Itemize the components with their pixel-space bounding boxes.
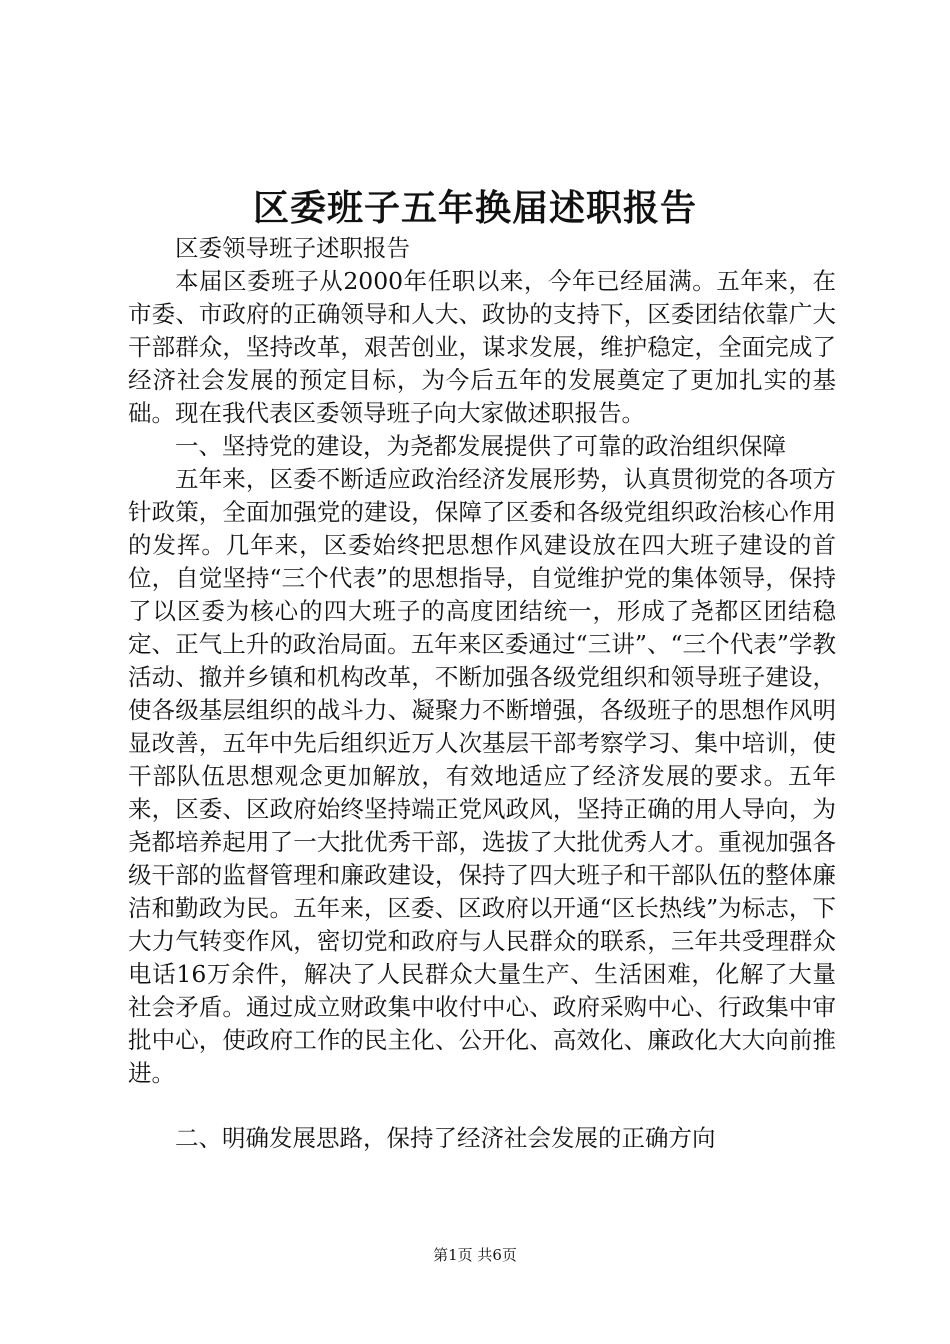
body-paragraph: 五年来，区委不断适应政治经济发展形势，认真贯彻党的各项方针政策，全面加强党的建设，保障了区委和各级党组织政治核心作用的发挥。几年来，区委始终把思想作风建设放在四大班子建设的首位，自觉坚持“三个代表”的思想指导，自觉维护党的集体领导，保持了以区委为核心的四大班子的高度团结统一，形成了尧都区团结稳定、正气上升的政治局面。五年来区委通过“三讲”、“三个代表”学教活动、撤并乡镇和机构改革，不断加强各级党组织和领导班子建设，使各级基层组织的战斗力、凝聚力不断增强，各级班子的思想作风明显改善，五年中先后组织近万人次基层干部考察学习、集中培训，使干部队伍思想观念更加解放，有效地适应了经济发展的要求。五年来，区委、区政府始终坚持端正党风政风，坚持正确的用人导向，为尧都培养起用了一大批优秀干部，选拔了大批优秀人才。重视加强各级干部的监督管理和廉政建设，保持了四大班子和干部队伍的整体廉洁和勤政为民。五年来，区委、区政府以开通“区长热线”为标志，下大力气转变作风，密切党和政府与人民群众的联系，三年共受理群众电话16万余件，解决了人民群众大量生产、生活困难，化解了大量社会矛盾。通过成立财政集中收付中心、政府采购中心、行政集中审批中心，使政府工作的民主化、公开化、高效化、廉政化大大向前推进。 (128, 465, 836, 1087)
document-body (128, 232, 836, 1155)
page-number-footer: 第1页 共6页 (433, 1246, 517, 1264)
intro-paragraph: 本届区委班子从2000年任职以来，今年已经届满。五年来，在市委、市政府的正确领导和人大、政协的支持下，区委团结依靠广大干部群众，坚持改革，艰苦创业，谋求发展，维护稳定，全面完成了经济社会发展的预定目标，为今后五年的发展奠定了更加扎实的基础。现在我代表区委领导班子向大家做述职报告。 (128, 267, 836, 427)
subtitle-paragraph: 区委领导班子述职报告 (175, 234, 410, 262)
document-title: 区委班子五年换届述职报告 (252, 187, 697, 229)
section-heading-1: 一、坚持党的建设，为尧都发展提供了可靠的政治组织保障 (175, 432, 786, 460)
section-heading-2: 二、明确发展思路，保持了经济社会发展的正确方向 (175, 1124, 716, 1152)
